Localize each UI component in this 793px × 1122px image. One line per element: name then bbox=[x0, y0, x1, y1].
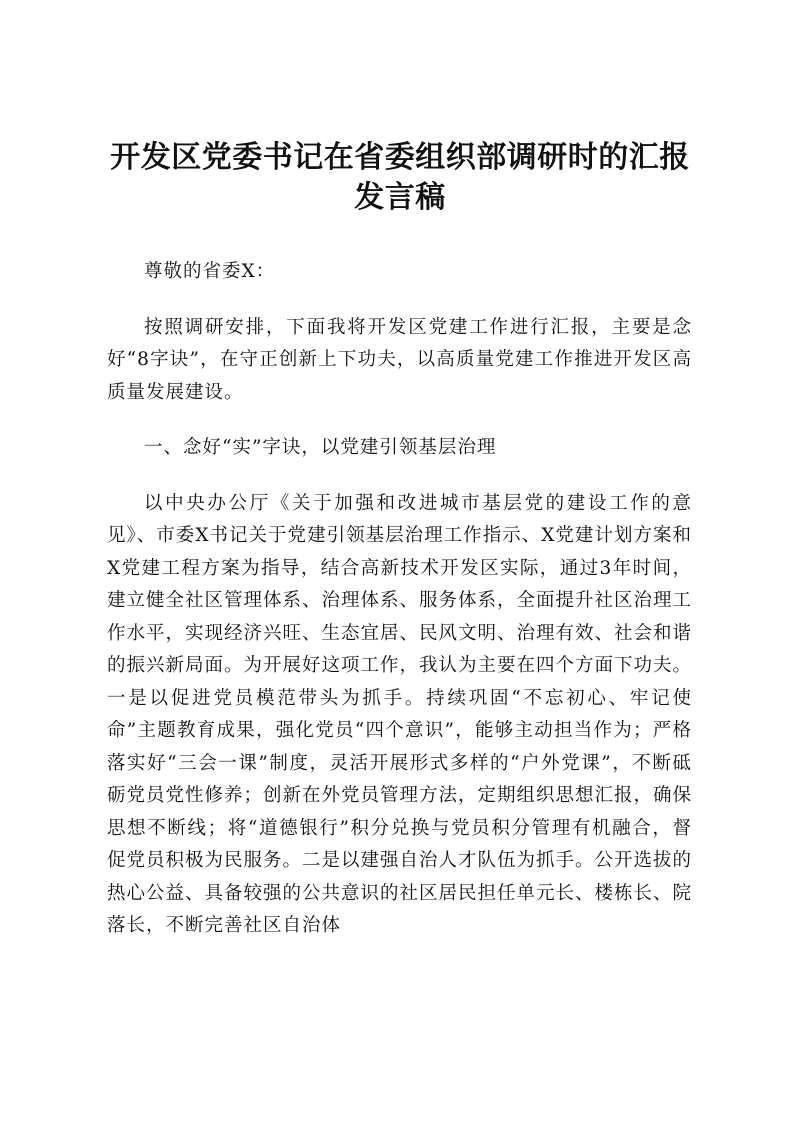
salutation-paragraph: 尊敬的省委X： bbox=[144, 261, 276, 282]
document-body bbox=[107, 256, 692, 966]
section-body-paragraph: 以中央办公厅《关于加强和改进城市基层党的建设工作的意见》、市委X书记关于党建引领基层治理工作指示、X党建计划方案和X党建工程方案为指导，结合高新技术开发区实际，通过3年时间，建立健全社区管理体系、治理体系、服务体系，全面提升社区治理工作水平，实现经济兴旺、生态宜居、民风文明、治理有效、社会和谐的振兴新局面。为开展好这项工作，我认为主要在四个方面下功夫。一是以促进党员模范带头为抓手。持续巩固“不忘初心、牢记使命”主题教育成果，强化党员“四个意识”，能够主动担当作为；严格落实好“三会一课”制度，灵活开展形式多样的“户外党课”，不断砥砺党员党性修养；创新在外党员管理方法，定期组织思想汇报，确保思想不断线；将“道德银行”积分兑换与党员积分管理有机融合，督促党员积极为民服务。二是以建强自治人才队伍为抓手。公开选拔的热心公益、具备较强的公共意识的社区居民担任单元长、楼栋长、院落长，不断完善社区自治体 bbox=[107, 492, 693, 936]
intro-paragraph: 按照调研安排，下面我将开发区党建工作进行汇报，主要是念好“8字诀”，在守正创新上下功夫，以高质量党建工作推进开发区高质量发展建设。 bbox=[107, 316, 692, 403]
section-heading: 一、念好“实”字诀，以党建引领基层治理 bbox=[144, 437, 497, 458]
document-title: 开发区党委书记在省委组织部调研时的汇报发言稿 bbox=[110, 140, 690, 215]
